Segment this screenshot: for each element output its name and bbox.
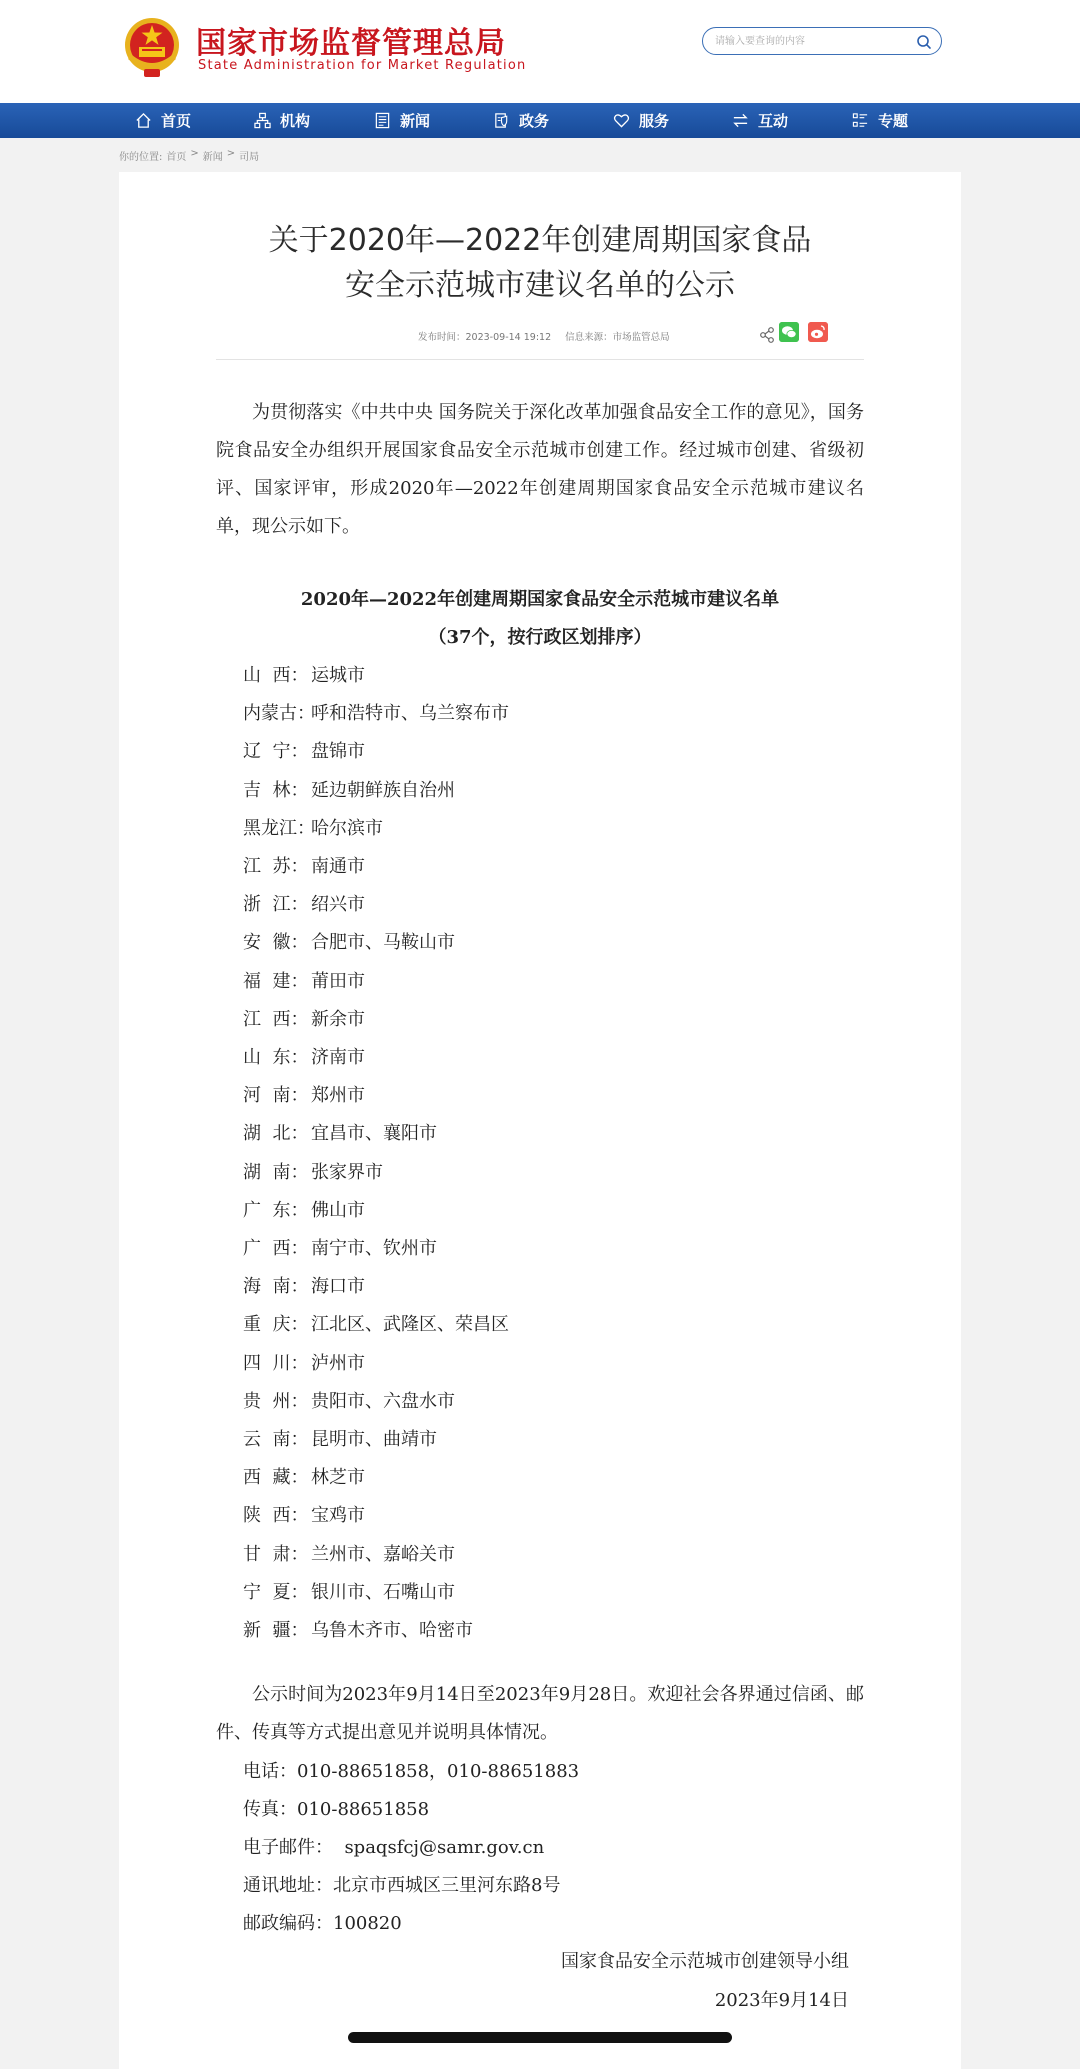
city-names: 昆明市、曲靖市 bbox=[311, 1429, 437, 1451]
article-title-line: 安全示范城市建议名单的公示 bbox=[345, 268, 735, 303]
city-list-item bbox=[243, 1115, 509, 1153]
city-names: 林芝市 bbox=[311, 1467, 365, 1489]
city-list-item bbox=[243, 924, 509, 962]
city-list-item bbox=[243, 963, 509, 1001]
breadcrumb-prefix: 你的位置: bbox=[119, 152, 163, 163]
nav-label: 新闻 bbox=[400, 112, 431, 130]
site-header bbox=[0, 0, 1080, 103]
city-list-item bbox=[243, 1383, 509, 1421]
article-meta bbox=[418, 329, 670, 343]
province-label: 浙 江： bbox=[243, 894, 309, 916]
home-indicator[interactable] bbox=[348, 2032, 732, 2043]
city-names: 南通市 bbox=[311, 856, 365, 878]
swap-arrows-icon bbox=[732, 112, 749, 129]
city-list-item bbox=[243, 695, 509, 733]
national-emblem-logo[interactable] bbox=[122, 15, 182, 79]
province-label: 重 庆： bbox=[243, 1314, 309, 1336]
city-names: 新余市 bbox=[311, 1008, 365, 1030]
province-label: 贵 州： bbox=[243, 1390, 309, 1412]
contact-phone: 电话：010-88651858，010-88651883 bbox=[243, 1761, 580, 1782]
city-list-item bbox=[243, 772, 509, 810]
nav-label: 互动 bbox=[758, 112, 789, 130]
city-names: 泸州市 bbox=[311, 1352, 365, 1374]
city-list-item bbox=[243, 1306, 509, 1344]
city-names: 运城市 bbox=[311, 665, 365, 686]
city-list-item bbox=[243, 1574, 509, 1612]
province-label: 宁 夏： bbox=[243, 1581, 309, 1603]
city-list-item bbox=[243, 1497, 509, 1535]
site-subtitle: State Administration for Market Regulation bbox=[198, 58, 527, 73]
city-names: 莆田市 bbox=[311, 970, 365, 992]
province-label: 山 西： bbox=[243, 665, 309, 686]
site-title[interactable]: 国家市场监督管理总局 bbox=[196, 26, 506, 61]
newspaper-icon bbox=[374, 112, 391, 129]
city-names: 盘锦市 bbox=[311, 741, 365, 763]
city-names: 南宁市、钦州市 bbox=[311, 1238, 437, 1260]
city-list-item bbox=[243, 1612, 509, 1650]
city-list-item bbox=[243, 886, 509, 924]
city-list-item bbox=[243, 1230, 509, 1268]
breadcrumb-separator: > bbox=[226, 148, 236, 159]
province-label: 广 东： bbox=[243, 1199, 309, 1221]
province-label: 湖 南： bbox=[243, 1161, 309, 1183]
breadcrumb bbox=[119, 148, 259, 163]
breadcrumb-separator: > bbox=[190, 148, 199, 159]
city-list-item bbox=[243, 1345, 509, 1383]
city-names: 济南市 bbox=[311, 1047, 365, 1069]
city-list-item bbox=[243, 848, 509, 886]
contact-address: 通讯地址：北京市西城区三里河东路8号 bbox=[243, 1875, 561, 1896]
list-subheading: （37个，按行政区划排序） bbox=[428, 627, 652, 648]
breadcrumb-link-department[interactable]: 司局 bbox=[239, 152, 260, 163]
province-label: 安 徽： bbox=[243, 932, 309, 954]
city-names: 宜昌市、襄阳市 bbox=[311, 1123, 437, 1145]
province-label: 西 藏： bbox=[243, 1467, 309, 1489]
city-names: 合肥市、马鞍山市 bbox=[311, 932, 455, 954]
province-label: 福 建： bbox=[243, 970, 309, 992]
province-label: 黑龙江： bbox=[243, 817, 315, 839]
city-names: 乌鲁木齐市、哈密市 bbox=[311, 1620, 473, 1642]
org-chart-icon bbox=[254, 112, 271, 129]
city-list-item bbox=[243, 1421, 509, 1459]
city-list-item bbox=[243, 1154, 509, 1192]
city-names: 郑州市 bbox=[311, 1085, 365, 1107]
article-card bbox=[119, 172, 961, 2069]
breadcrumb-link-home[interactable]: 首页 bbox=[166, 152, 187, 163]
nav-item-news[interactable] bbox=[374, 103, 430, 138]
province-label: 海 南： bbox=[243, 1276, 309, 1298]
city-list-item bbox=[243, 1001, 509, 1039]
nav-label: 机构 bbox=[280, 112, 311, 130]
nav-label: 服务 bbox=[639, 112, 670, 130]
share-icon[interactable] bbox=[760, 326, 774, 344]
weibo-share-icon[interactable] bbox=[808, 322, 828, 342]
city-names: 海口市 bbox=[311, 1276, 365, 1298]
list-heading: 2020年—2022年创建周期国家食品安全示范城市建议名单 bbox=[300, 589, 780, 610]
wechat-share-icon[interactable] bbox=[779, 322, 799, 342]
city-list bbox=[243, 657, 509, 1650]
city-names: 呼和浩特市、乌兰察布市 bbox=[311, 703, 509, 725]
info-source: 信息来源：市场监管总局 bbox=[565, 332, 670, 343]
publish-time: 发布时间：2023-09-14 19:12 bbox=[418, 332, 552, 343]
city-list-item bbox=[243, 733, 509, 771]
province-label: 湖 北： bbox=[243, 1123, 309, 1145]
city-list-item bbox=[243, 1192, 509, 1230]
city-names: 绍兴市 bbox=[311, 894, 365, 916]
home-icon bbox=[135, 112, 152, 129]
city-list-item bbox=[243, 1536, 509, 1574]
notice-paragraph-block bbox=[216, 1676, 864, 1752]
nav-item-government[interactable] bbox=[493, 103, 549, 138]
city-names: 贵阳市、六盘水市 bbox=[311, 1390, 455, 1412]
province-label: 甘 肃： bbox=[243, 1543, 309, 1565]
city-names: 张家界市 bbox=[311, 1161, 383, 1183]
search-input[interactable] bbox=[715, 32, 905, 50]
nav-item-topics[interactable] bbox=[852, 103, 908, 138]
city-names: 江北区、武隆区、荣昌区 bbox=[311, 1314, 509, 1336]
breadcrumb-link-news[interactable]: 新闻 bbox=[202, 152, 223, 163]
city-list-item bbox=[243, 1268, 509, 1306]
province-label: 云 南： bbox=[243, 1429, 309, 1451]
city-names: 兰州市、嘉峪关市 bbox=[311, 1543, 455, 1565]
signature-organization: 国家食品安全示范城市创建领导小组 bbox=[561, 1951, 849, 1972]
list-icon bbox=[852, 112, 869, 129]
city-names: 延边朝鲜族自治州 bbox=[311, 779, 455, 801]
nav-item-organization[interactable] bbox=[254, 103, 310, 138]
nav-item-home[interactable] bbox=[135, 103, 191, 138]
main-nav bbox=[0, 103, 1080, 138]
city-names: 佛山市 bbox=[311, 1199, 365, 1221]
city-list-item bbox=[243, 1459, 509, 1497]
article-title bbox=[119, 218, 961, 308]
notice-paragraph: 公示时间为2023年9月14日至2023年9月28日。欢迎社会各界通过信函、邮件、传真等方式提出意见并说明具体情况。 bbox=[216, 1684, 864, 1743]
province-label: 河 南： bbox=[243, 1085, 309, 1107]
search-icon[interactable] bbox=[916, 34, 932, 50]
heart-icon bbox=[613, 112, 630, 129]
contact-fax: 传真：010-88651858 bbox=[243, 1799, 430, 1820]
document-shield-icon bbox=[493, 112, 510, 129]
city-names: 哈尔滨市 bbox=[311, 817, 383, 839]
city-list-item bbox=[243, 810, 509, 848]
intro-paragraph: 为贯彻落实《中共中央 国务院关于深化改革加强食品安全工作的意见》，国务院食品安全办组织开展国家食品安全示范城市创建工作。经过城市创建、省级初评、国家评审，形成2020年—2022年创建周期国家食品安全示范城市建议名单，现公示如下。 bbox=[216, 402, 864, 537]
nav-label: 专题 bbox=[878, 112, 909, 130]
province-label: 辽 宁： bbox=[243, 741, 309, 763]
nav-item-interaction[interactable] bbox=[732, 103, 788, 138]
province-label: 山 东： bbox=[243, 1047, 309, 1069]
signature-date: 2023年9月14日 bbox=[714, 1990, 849, 2011]
province-label: 江 苏： bbox=[243, 856, 309, 878]
province-label: 江 西： bbox=[243, 1008, 309, 1030]
province-label: 内蒙古： bbox=[243, 703, 315, 725]
province-label: 吉 林： bbox=[243, 779, 309, 801]
nav-label: 政务 bbox=[519, 112, 550, 130]
province-label: 四 川： bbox=[243, 1352, 309, 1374]
nav-label: 首页 bbox=[161, 112, 192, 130]
intro-paragraph-block bbox=[216, 394, 864, 546]
city-list-item bbox=[243, 1077, 509, 1115]
title-divider bbox=[216, 359, 864, 360]
article-title-line: 关于2020年—2022年创建周期国家食品 bbox=[268, 223, 812, 258]
city-names: 银川市、石嘴山市 bbox=[311, 1581, 455, 1603]
city-list-item bbox=[243, 1039, 509, 1077]
province-label: 广 西： bbox=[243, 1238, 309, 1260]
nav-item-service[interactable] bbox=[613, 103, 669, 138]
contact-email[interactable]: 电子邮件： spaqsfcj@samr.gov.cn bbox=[243, 1837, 545, 1858]
city-list-item bbox=[243, 657, 509, 695]
city-names: 宝鸡市 bbox=[311, 1505, 365, 1527]
province-label: 新 疆： bbox=[243, 1620, 309, 1642]
search-box bbox=[702, 27, 942, 55]
contact-postcode: 邮政编码：100820 bbox=[243, 1913, 402, 1934]
province-label: 陕 西： bbox=[243, 1505, 309, 1527]
